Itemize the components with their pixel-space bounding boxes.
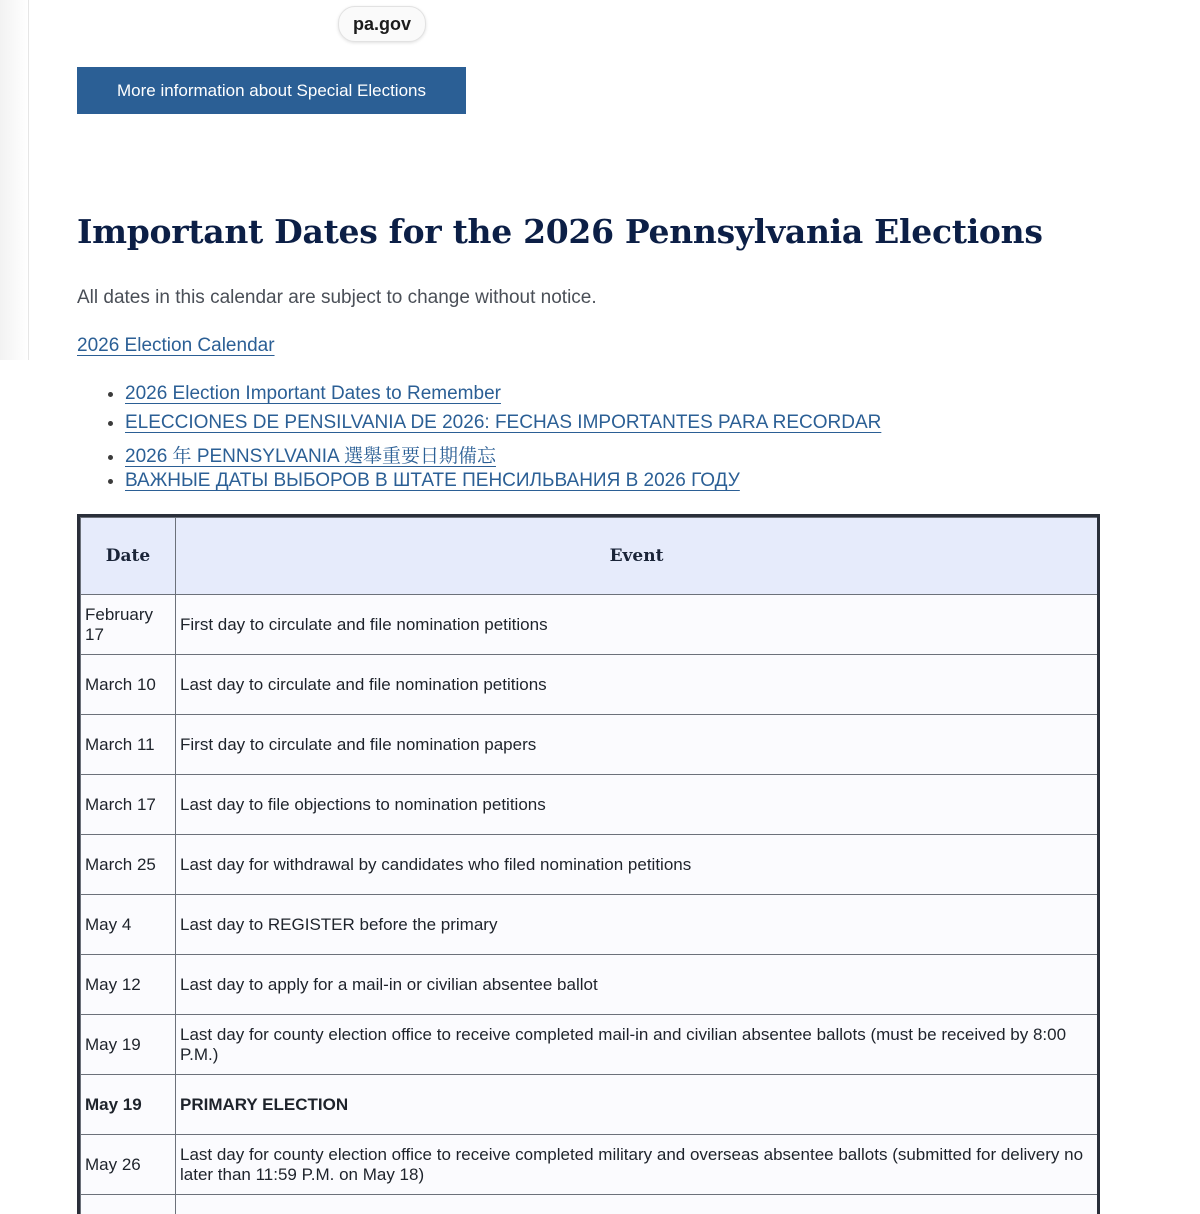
list-item: [125, 383, 881, 412]
list-item: [125, 412, 881, 441]
date-cell: March 11: [81, 715, 176, 775]
date-cell: May 4: [81, 895, 176, 955]
page-subtitle: All dates in this calendar are subject to change without notice.: [77, 287, 597, 309]
table-row: [81, 1135, 1098, 1195]
date-cell: May 19: [81, 1075, 176, 1135]
event-cell: First day to circulate and file nomination papers: [176, 715, 1098, 775]
event-cell: Last day to apply for a mail-in or civilian absentee ballot: [176, 955, 1098, 1015]
event-cell: Last day to file objections to nomination petitions: [176, 775, 1098, 835]
election-calendar-link[interactable]: 2026 Election Calendar: [77, 335, 275, 357]
page-edge-shadow: [0, 0, 29, 360]
table-row: [81, 1195, 1098, 1214]
table-row: [81, 835, 1098, 895]
event-cell: PRIMARY ELECTION: [176, 1075, 1098, 1135]
table-header-row: [81, 518, 1098, 595]
domain-label[interactable]: pa.gov: [338, 6, 426, 42]
language-links-list: [77, 383, 881, 499]
event-cell: Last day to REGISTER before the primary: [176, 895, 1098, 955]
date-cell: [81, 1195, 176, 1214]
table-row: [81, 1015, 1098, 1075]
table-row: [81, 895, 1098, 955]
column-header-event: Event: [176, 518, 1098, 595]
link-important-dates-spanish[interactable]: ELECCIONES DE PENSILVANIA DE 2026: FECHAS IMPORTANTES PARA RECORDAR: [125, 412, 881, 433]
list-item: [125, 470, 881, 499]
date-cell: February 17: [81, 595, 176, 655]
event-cell: Last day to circulate and file nomination petitions: [176, 655, 1098, 715]
special-elections-button[interactable]: More information about Special Elections: [77, 67, 466, 114]
date-cell: May 19: [81, 1015, 176, 1075]
event-cell: Last day for county election office to receive completed military and overseas absentee ballots (submitted for delivery no later than 11:59 P.M. on May 18): [176, 1135, 1098, 1195]
date-cell: May 12: [81, 955, 176, 1015]
event-cell: [176, 1195, 1098, 1214]
table-row: [81, 595, 1098, 655]
table-row: [81, 655, 1098, 715]
table-row: [81, 775, 1098, 835]
date-cell: May 26: [81, 1135, 176, 1195]
table-row: [81, 955, 1098, 1015]
page-title: Important Dates for the 2026 Pennsylvania Elections: [77, 212, 1043, 251]
list-item: [125, 441, 881, 470]
date-cell: March 17: [81, 775, 176, 835]
link-important-dates-chinese[interactable]: 2026 年 PENNSYLVANIA 選舉重要日期備忘: [125, 446, 496, 467]
table-row: [81, 715, 1098, 775]
event-cell: Last day for withdrawal by candidates who filed nomination petitions: [176, 835, 1098, 895]
link-important-dates-english[interactable]: 2026 Election Important Dates to Remember: [125, 383, 501, 404]
date-cell: March 25: [81, 835, 176, 895]
link-important-dates-russian[interactable]: ВАЖНЫЕ ДАТЫ ВЫБОРОВ В ШТАТЕ ПЕНСИЛЬВАНИЯ В 2026 ГОДУ: [125, 470, 740, 491]
date-cell: March 10: [81, 655, 176, 715]
dates-table: [80, 517, 1098, 1214]
event-cell: Last day for county election office to receive completed mail-in and civilian absentee ballots (must be received by 8:00 P.M.): [176, 1015, 1098, 1075]
event-cell: First day to circulate and file nomination petitions: [176, 595, 1098, 655]
table-row-primary-election: [81, 1075, 1098, 1135]
dates-table-container: [77, 514, 1100, 1214]
column-header-date: Date: [81, 518, 176, 595]
